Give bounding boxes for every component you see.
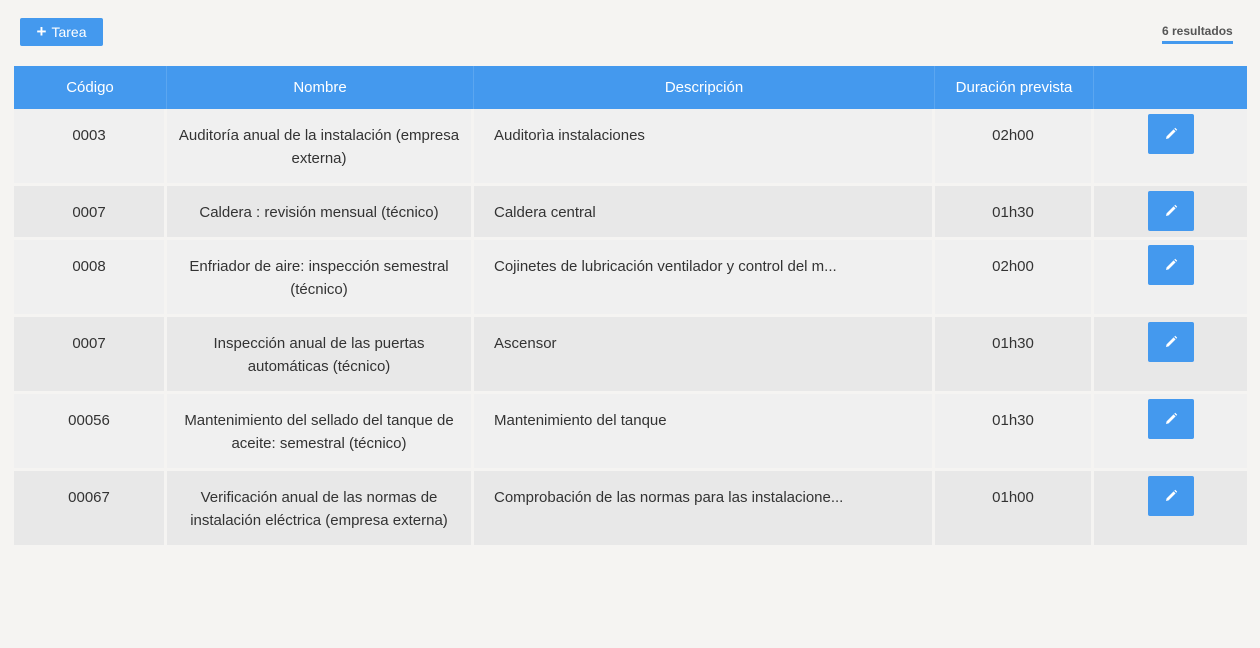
cell-duration: 01h30: [935, 394, 1094, 471]
cell-code: 0003: [14, 109, 167, 186]
cell-duration: 01h00: [935, 471, 1094, 548]
pencil-icon: [1164, 335, 1178, 349]
cell-name: Caldera : revisión mensual (técnico): [167, 186, 474, 240]
cell-duration: 02h00: [935, 109, 1094, 186]
table-row: [14, 394, 1247, 471]
cell-duration: 01h30: [935, 317, 1094, 394]
add-task-button[interactable]: [20, 18, 103, 46]
header-duration[interactable]: Duración prevista: [935, 66, 1094, 109]
cell-code: 0007: [14, 186, 167, 240]
pencil-icon: [1164, 489, 1178, 503]
cell-name: Auditoría anual de la instalación (empresa externa): [167, 109, 474, 186]
table-row: [14, 240, 1247, 317]
cell-code: 0007: [14, 317, 167, 394]
add-task-label: Tarea: [51, 24, 87, 40]
cell-description: Mantenimiento del tanque: [474, 394, 935, 471]
cell-code: 00056: [14, 394, 167, 471]
header-description[interactable]: Descripción: [474, 66, 935, 109]
cell-code: 0008: [14, 240, 167, 317]
table-header-row: [14, 66, 1247, 109]
header-actions: [1094, 66, 1247, 109]
edit-button[interactable]: [1148, 114, 1194, 154]
cell-description: Cojinetes de lubricación ventilador y control del m...: [474, 240, 935, 317]
table-row: [14, 186, 1247, 240]
cell-action: [1094, 186, 1247, 240]
cell-duration: 01h30: [935, 186, 1094, 240]
cell-description: Caldera central: [474, 186, 935, 240]
cell-action: [1094, 240, 1247, 317]
cell-description: Comprobación de las normas para las instalacione...: [474, 471, 935, 548]
cell-action: [1094, 394, 1247, 471]
cell-name: Verificación anual de las normas de instalación eléctrica (empresa externa): [167, 471, 474, 548]
cell-action: [1094, 471, 1247, 548]
tasks-table: [14, 66, 1247, 548]
cell-name: Mantenimiento del sellado del tanque de aceite: semestral (técnico): [167, 394, 474, 471]
pencil-icon: [1164, 258, 1178, 272]
header-name[interactable]: Nombre: [167, 66, 474, 109]
edit-button[interactable]: [1148, 191, 1194, 231]
pencil-icon: [1164, 412, 1178, 426]
table-row: [14, 317, 1247, 394]
pencil-icon: [1164, 127, 1178, 141]
plus-icon: +: [36, 21, 47, 41]
cell-description: Auditorìa instalaciones: [474, 109, 935, 186]
edit-button[interactable]: [1148, 399, 1194, 439]
edit-button[interactable]: [1148, 245, 1194, 285]
cell-description: Ascensor: [474, 317, 935, 394]
cell-duration: 02h00: [935, 240, 1094, 317]
header-code[interactable]: Código: [14, 66, 167, 109]
cell-action: [1094, 317, 1247, 394]
edit-button[interactable]: [1148, 476, 1194, 516]
cell-name: Enfriador de aire: inspección semestral (técnico): [167, 240, 474, 317]
results-count: 6 resultados: [1162, 24, 1233, 44]
cell-action: [1094, 109, 1247, 186]
pencil-icon: [1164, 204, 1178, 218]
cell-code: 00067: [14, 471, 167, 548]
edit-button[interactable]: [1148, 322, 1194, 362]
table-row: [14, 471, 1247, 548]
cell-name: Inspección anual de las puertas automáticas (técnico): [167, 317, 474, 394]
table-row: [14, 109, 1247, 186]
